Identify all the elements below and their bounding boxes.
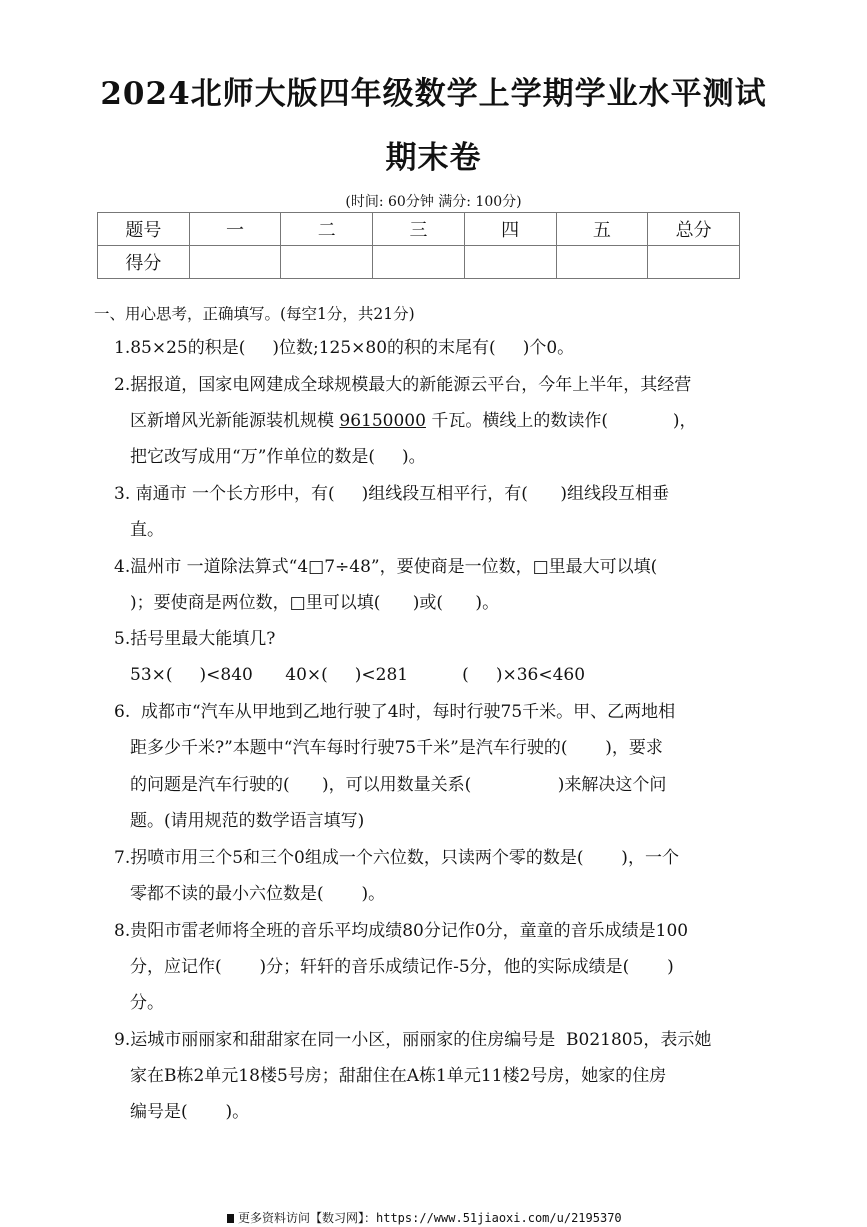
footer-text: 更多资料访问【数习网】：https://www.51jiaoxi.com/u/2195370 (238, 1211, 622, 1225)
question-4-line2: )；要使商是两位数，□里可以填( )或( )。 (130, 593, 500, 613)
question-5-line2: 53×( )<840 40×( )<281 ( )×36<460 (130, 665, 586, 685)
score-cell[interactable] (189, 246, 281, 279)
score-cell[interactable] (648, 246, 740, 279)
exam-title: 2024北师大版四年级数学上学期学业水平测试 (100, 76, 767, 112)
score-header-cell: 二 (281, 213, 373, 246)
question-6-line4: 题。(请用规范的数学语言填写) (130, 811, 365, 831)
underlined-number: 96150000 (339, 411, 426, 431)
score-cell[interactable] (373, 246, 465, 279)
footer-link[interactable] (227, 1209, 622, 1226)
question-7-line1: 7.拐喷市用三个5和三个0组成一个六位数，只读两个零的数是( )，一个 (114, 848, 679, 868)
question-8-line2: 分，应记作( )分；轩轩的音乐成绩记作-5分，他的实际成绩是( ) (130, 957, 674, 977)
score-row-label: 得分 (98, 246, 190, 279)
score-cell[interactable] (556, 246, 648, 279)
exam-subtitle-title: 期末卷 (385, 140, 482, 176)
question-2-line1: 2.据报道，国家电网建成全球规模最大的新能源云平台，今年上半年，其经营 (114, 375, 692, 395)
score-table-score-row (98, 246, 740, 279)
score-header-cell: 一 (189, 213, 281, 246)
question-3-line2: 直。 (130, 520, 164, 540)
question-3-line1: 3. 南通市 一个长方形中，有( )组线段互相平行，有( )组线段互相垂 (114, 484, 669, 504)
question-9-line3: 编号是( )。 (130, 1102, 250, 1122)
question-1: 1.85×25的积是( )位数;125×80的积的末尾有( )个0。 (114, 338, 575, 358)
question-5-line1: 5.括号里最大能填几? (114, 629, 276, 649)
flag-icon (227, 1214, 234, 1223)
score-table-header-row (98, 213, 740, 246)
score-table (97, 212, 740, 279)
question-8-line3: 分。 (130, 993, 164, 1013)
score-header-cell: 四 (464, 213, 556, 246)
score-header-cell: 总分 (648, 213, 740, 246)
question-9-line1: 9.运城市丽丽家和甜甜家在同一小区，丽丽家的住房编号是 B021805，表示她 (114, 1030, 712, 1050)
score-cell[interactable] (281, 246, 373, 279)
section-heading: 一、用心思考，正确填写。(每空1分，共21分) (94, 305, 415, 323)
question-6-line3: 的问题是汽车行驶的( )，可以用数量关系( )来解决这个问 (130, 775, 667, 795)
question-8-line1: 8.贵阳市雷老师将全班的音乐平均成绩80分记作0分，童童的音乐成绩是100 (114, 921, 689, 941)
question-2-text-before: 区新增风光新能源装机规模 (130, 411, 340, 431)
exam-time-info: (时间: 60分钟 满分: 100分) (345, 194, 522, 210)
question-6-line1: 6. 成都市“汽车从甲地到乙地行驶了4时，每时行驶75千米。甲、乙两地相 (114, 702, 676, 722)
question-2-line2 (130, 411, 696, 431)
question-9-line2: 家在B栋2单元18楼5号房；甜甜住在A栋1单元11楼2号房，她家的住房 (130, 1066, 667, 1086)
question-2-line3: 把它改写成用“万”作单位的数是( )。 (130, 447, 426, 467)
score-header-cell: 题号 (98, 213, 190, 246)
score-cell[interactable] (464, 246, 556, 279)
question-4-line1: 4.温州市 一道除法算式“4□7÷48”，要使商是一位数，□里最大可以填( (114, 557, 658, 577)
score-header-cell: 五 (556, 213, 648, 246)
score-header-cell: 三 (373, 213, 465, 246)
question-7-line2: 零都不读的最小六位数是( )。 (130, 884, 386, 904)
question-6-line2: 距多少千米?”本题中“汽车每时行驶75千米”是汽车行驶的( )，要求 (130, 738, 663, 758)
question-2-text-after: 千瓦。横线上的数读作( )， (425, 411, 697, 431)
